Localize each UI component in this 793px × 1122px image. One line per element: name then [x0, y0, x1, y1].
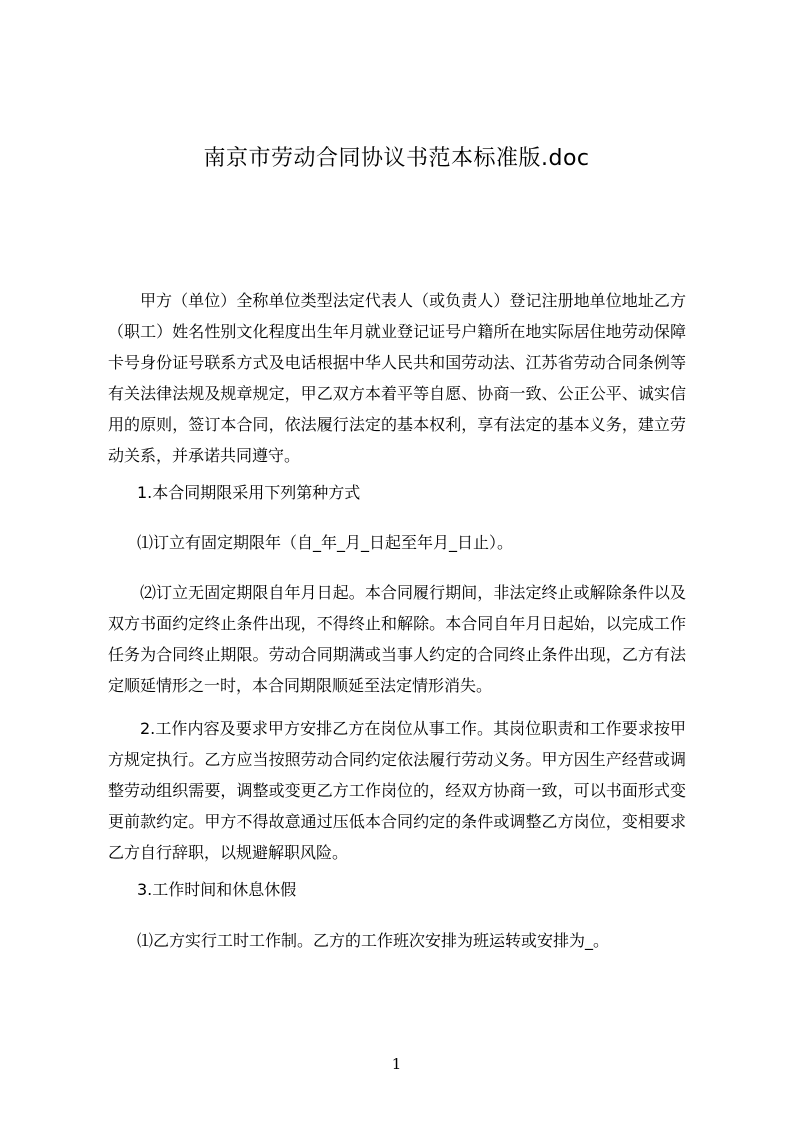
section-3-item-1: ⑴乙方实行工时工作制。乙方的工作班次安排为班运转或安排为_。 — [137, 931, 610, 950]
section-1-item-1: ⑴订立有固定期限年（自_年_月_日起至年月_日止）。 — [137, 533, 514, 552]
section-1-item-2: ⑵订立无固定期限自年月日起。本合同履行期间，非法定终止或解除条件以及双方书面约定终止条件出现，不得终止和解除。本合同自年月日起始，以完成工作任务为合同终止期限。劳动合同期满或当事人约定的合同终止条件出现，乙方有法定顺延情形之一时，本合同期限顺延至法定情形消失。 — [108, 583, 686, 695]
page-number: 1 — [391, 1055, 402, 1073]
section-1-heading: 1.本合同期限采用下列第种方式 — [137, 483, 361, 502]
section-3-heading: 3.工作时间和休息休假 — [137, 880, 297, 899]
section-2-paragraph: 2.工作内容及要求甲方安排乙方在岗位从事工作。其岗位职责和工作要求按甲方规定执行。乙方应当按照劳动合同约定依法履行劳动义务。甲方因生产经营或调整劳动组织需要，调整或变更乙方工作岗位的，经双方协商一致，可以书面形式变更前款约定。甲方不得故意通过压低本合同约定的条件或调整乙方岗位，变相要求乙方自行辞职，以规避解职风险。 — [108, 719, 686, 862]
document-title: 南京市劳动合同协议书范本标准版.doc — [203, 146, 590, 171]
intro-paragraph: 甲方（单位）全称单位类型法定代表人（或负责人）登记注册地单位地址乙方（职工）姓名性别文化程度出生年月就业登记证号户籍所在地实际居住地劳动保障卡号身份证号联系方式及电话根据中华人民共和国劳动法、江苏省劳动合同条例等有关法律法规及规章规定，甲乙双方本着平等自愿、协商一致、公正公平、诚实信用的原则，签订本合同，依法履行法定的基本权利，享有法定的基本义务，建立劳动关系，并承诺共同遵守。 — [108, 291, 686, 465]
